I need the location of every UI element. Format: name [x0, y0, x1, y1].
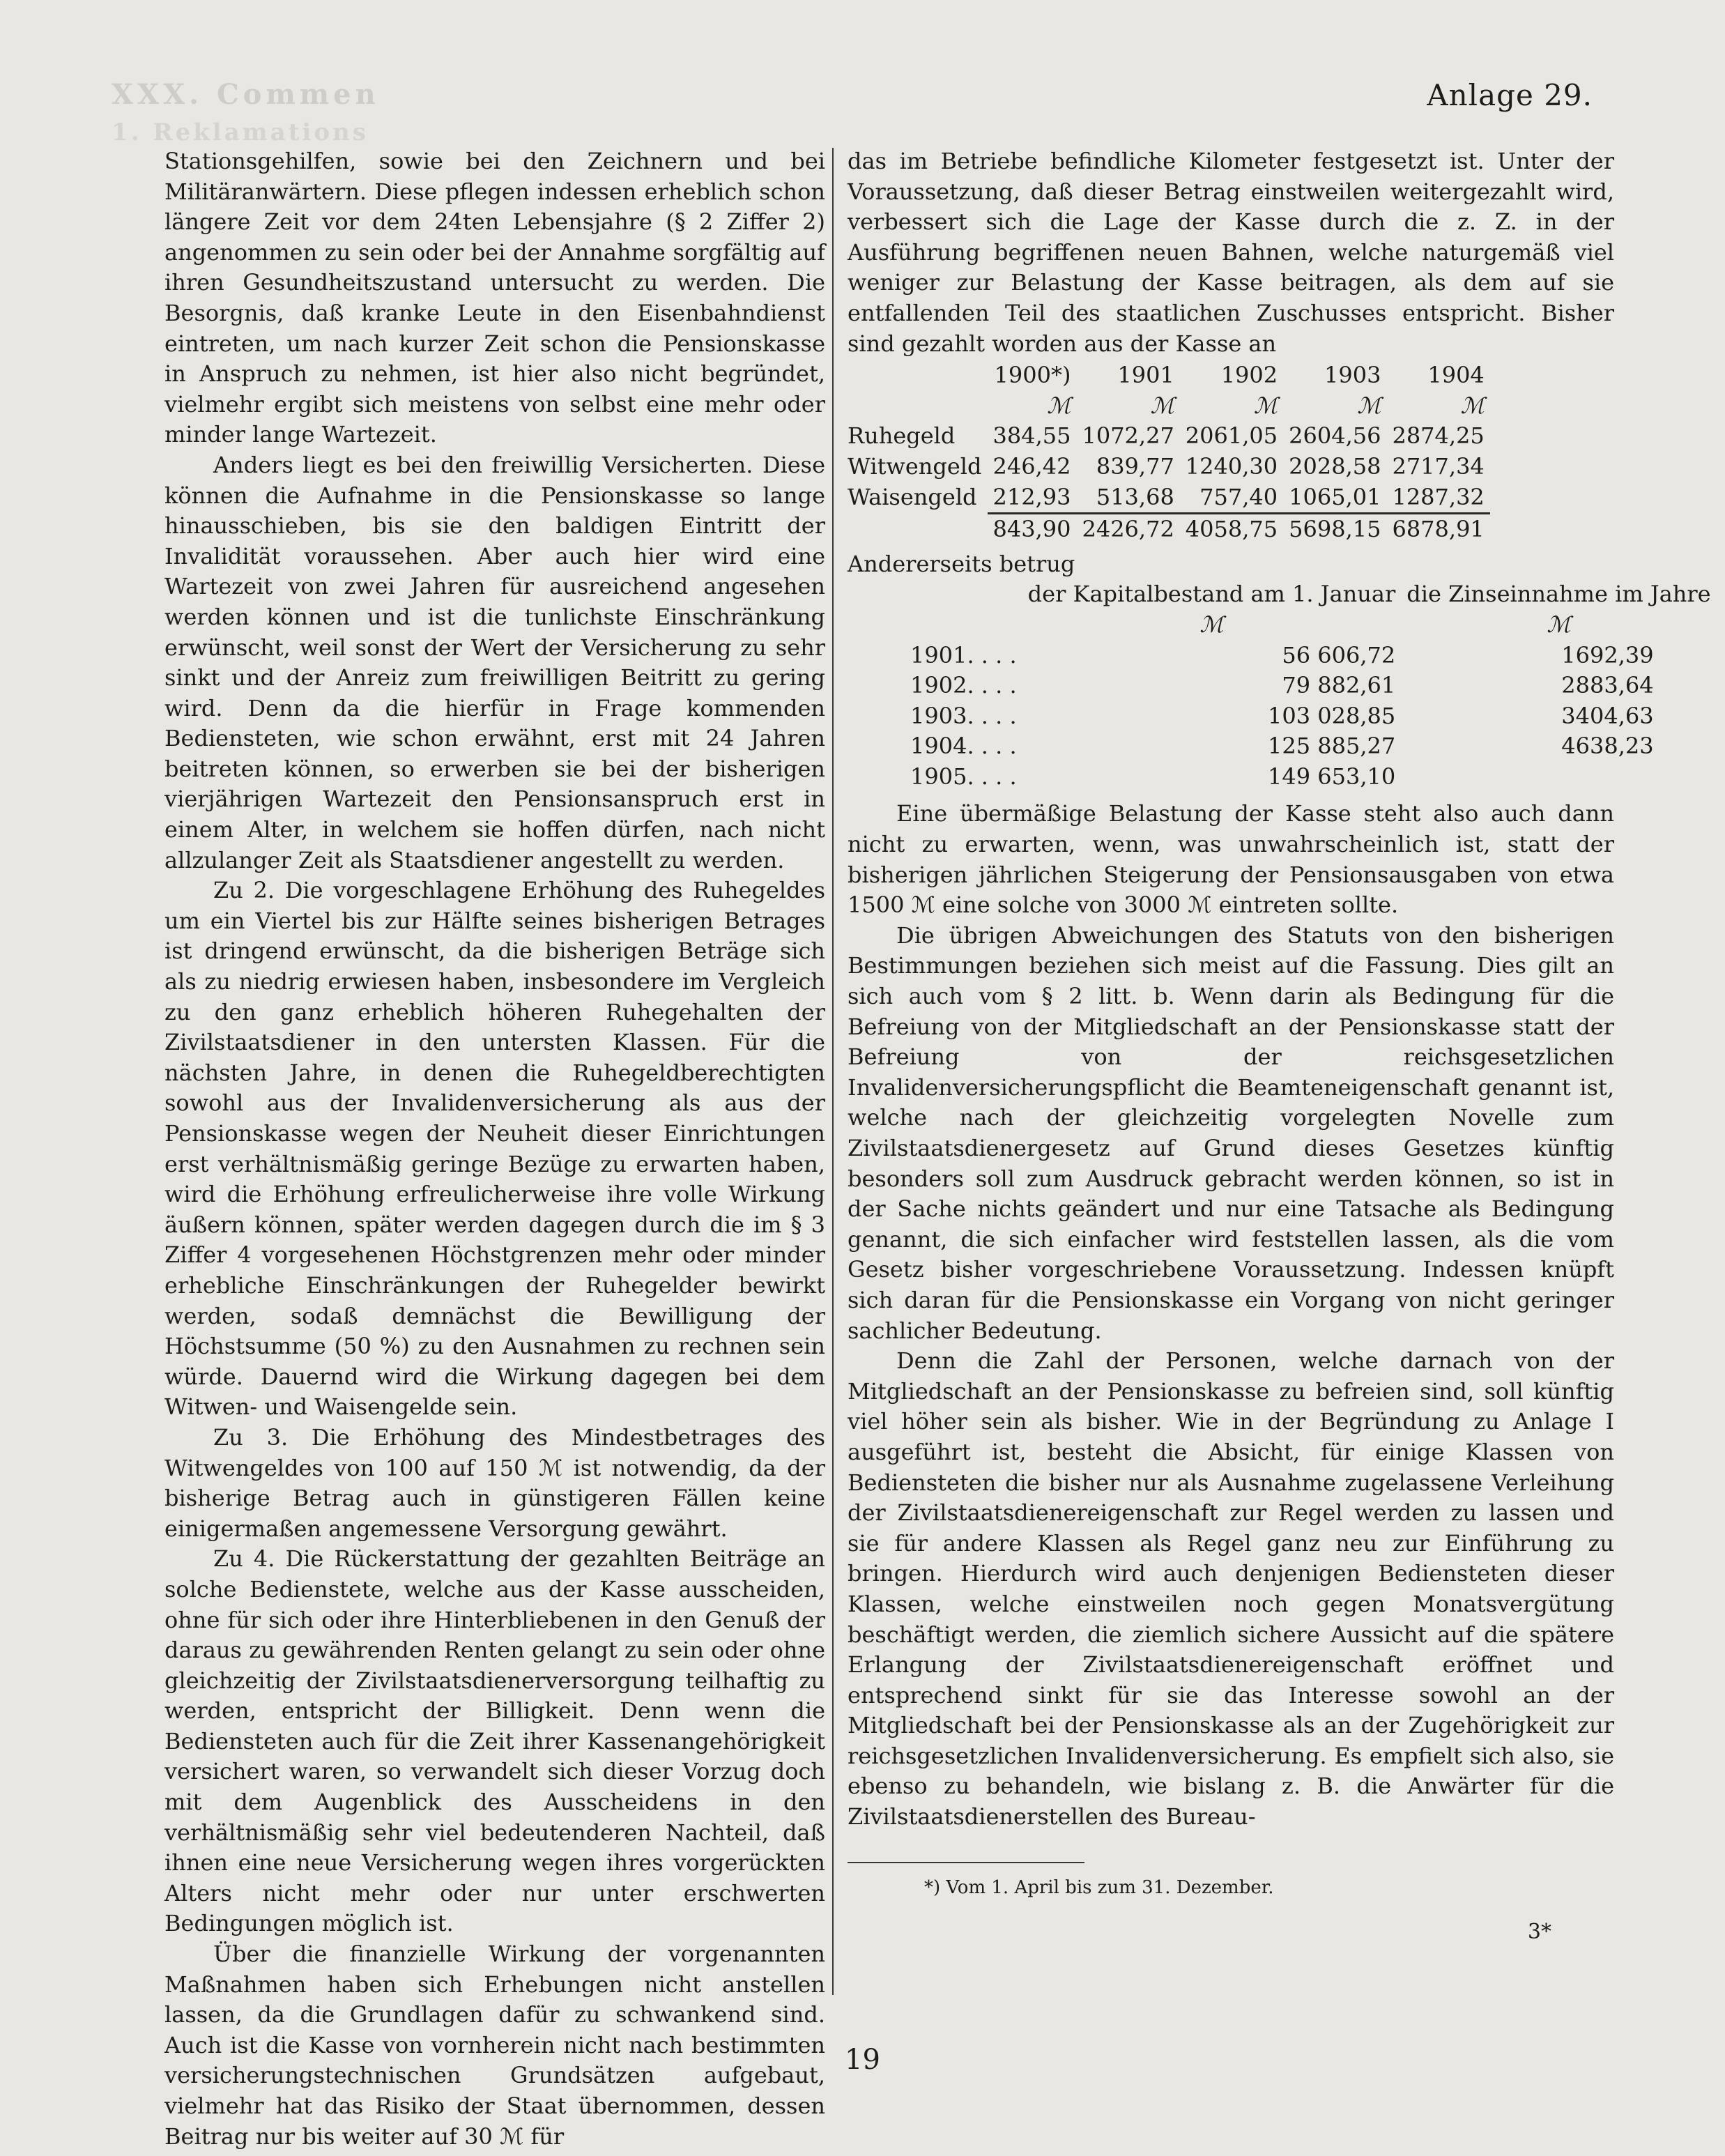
table-row: [848, 731, 1717, 762]
table-row: [848, 762, 1717, 793]
column-header: die Zinseinnahme im Jahre: [1406, 581, 1711, 608]
table-header-row: [848, 360, 1490, 391]
unit-mark: ℳ: [1547, 611, 1571, 638]
interest-cell: 2883,64: [1561, 672, 1654, 699]
year-cell: 1901. . . .: [910, 641, 1017, 668]
capital-table: [848, 579, 1717, 792]
interest-cell: 3404,63: [1561, 702, 1654, 729]
table-cell: 839,77: [1096, 452, 1174, 480]
table-header-row: [848, 579, 1717, 610]
unit-mark: ℳ: [1150, 392, 1174, 419]
paragraph: das im Betriebe befindliche Kilometer festgesetzt ist. Unter der Voraussetzung, daß dieser Betrag einstweilen weitergezahlt wird, verbessert sich die Lage der Kasse durch die z. Z. in der Ausführung begriffenen neuen Bahnen, welche naturgemäß viel weniger zur Belastung der Kasse beitragen, als dem auf sie entfallenden Teil des staatlichen Zuschusses entspricht. Bisher sind gezahlt worden aus der Kasse an: [848, 148, 1614, 357]
table-cell: 246,42: [992, 452, 1071, 480]
unit-row: [848, 391, 1490, 422]
interest-cell: 4638,23: [1561, 733, 1654, 760]
unit-mark: ℳ: [1460, 392, 1485, 419]
table-row: [848, 421, 1490, 452]
column-divider: [832, 148, 834, 1995]
page-number: 19: [845, 2044, 880, 2076]
table-cell: 2874,25: [1392, 422, 1485, 450]
year-cell: 1903. . . .: [910, 702, 1017, 729]
paragraph: Zu 3. Die Erhöhung des Mindestbetrages des Witwengeldes von 100 auf 150 ℳ ist notwendig, da der bisherige Betrag auch in günstigeren Fällen keine einigermaßen angemessene Versorgung gewährt.: [164, 1423, 825, 1542]
table-cell: 1072,27: [1082, 422, 1174, 450]
year-cell: 1905. . . .: [910, 763, 1017, 790]
left-column: [164, 146, 825, 2152]
paragraph: Die übrigen Abweichungen des Statuts von den bisherigen Bestimmungen beziehen sich meist auf die Fassung. Dies gilt an sich auch vom § 2 litt. b. Wenn darin als Bedingung für die Befreiung von der Mitgliedschaft an der Pensionskasse statt der Befreiung von der reichsgesetzlichen Invalidenversicherungspflicht die Beamteneigenschaft genannt ist, welche nach der gleichzeitig vorgelegten Novelle zum Zivilstaatsdienergesetz auf Grund dieses Gesetzes künftig besonders soll zum Ausdruck gebracht werden können, so ist in der Sache nichts geändert und nur eine Tatsache als Bedingung genannt, die sich einfacher wird feststellen lassen, als die vom Gesetz bisher vorgeschriebene Voraussetzung. Indessen knüpft sich daran für die Pensionskasse ein Vorgang von nicht geringer sachlicher Bedeutung.: [848, 922, 1614, 1344]
total-cell: 4058,75: [1180, 514, 1283, 545]
table-intro: Andererseits betrug: [848, 550, 1075, 577]
interest-cell: [1401, 762, 1716, 793]
table-cell: 757,40: [1199, 483, 1278, 510]
column-header: 1900*): [994, 362, 1071, 389]
table-cell: 384,55: [992, 422, 1071, 450]
footnote-separator: [848, 1862, 1084, 1863]
right-column: [848, 146, 1711, 1948]
unit-mark: ℳ: [1047, 392, 1071, 419]
paragraph: Denn die Zahl der Personen, welche darnach von der Mitgliedschaft an der Pensionskasse zu befreien sind, soll künftig viel höher sein als bisher. Wie in der Begründung zu Anlage I ausgeführt ist, besteht die Absicht, für einige Klassen von Bediensteten die bisher nur als Ausnahme zugelassene Verleihung der Zivilstaatsdienereigenschaft zur Regel werden zu lassen und sie für andere Klassen als Regel ganz neu zur Einführung zu bringen. Hierdurch wird auch denjenigen Bediensteten dieser Klassen, welche einstweilen noch gegen Monatsvergütung beschäftigt werden, die ziemlich sichere Aussicht auf die spätere Erlangung der Zivilstaatsdienereigenschaft eröffnet und entsprechend sinkt für sie das Interesse sowohl an der Mitgliedschaft bei der Pensionskasse als an der Zugehörigkeit zur reichsgesetzlichen Invalidenversicherung. Es empfielt sich also, sie ebenso zu behandeln, wie bislang z. B. die Anwärter für die Zivilstaatsdienerstellen des Bureau-: [848, 1347, 1614, 1830]
column-header: 1904: [1427, 362, 1485, 389]
interest-cell: 1692,39: [1561, 641, 1654, 668]
capital-cell: 103 028,85: [1268, 702, 1396, 729]
unit-mark: ℳ: [1253, 392, 1278, 419]
table-row: [848, 482, 1490, 514]
year-cell: 1902. . . .: [910, 672, 1017, 699]
table-row: [848, 701, 1717, 732]
paragraph: Zu 2. Die vorgeschlagene Erhöhung des Ruhegeldes um ein Viertel bis zur Hälfte seines bisherigen Betrages ist dringend erwünscht, da die bisherigen Beträge sich als zu niedrig erwiesen haben, insbesondere im Vergleich zu den ganz erheblich höheren Ruhegehalten der Zivilstaatsdiener in den untersten Klassen. Für die nächsten Jahre, in denen die Ruhegeldberechtigten sowohl aus der Invalidenversicherung als aus der Pensionskasse wegen der Neuheit dieser Einrichtungen erst verhältnismäßig geringe Bezüge zu erwarten haben, wird die Erhöhung erfreulicherweise ihre volle Wirkung äußern können, später werden dagegen durch die im § 3 Ziffer 4 vorgesehenen Höchstgrenzen mehr oder minder erhebliche Einschränkungen der Ruhegelder bewirkt werden, sodaß demnächst die Bewilligung der Höchstsumme (50 %) zu den Ausnahmen zu rechnen sein würde. Dauernd wird die Wirkung dagegen bei dem Witwen- und Waisengelde sein.: [164, 877, 825, 1421]
total-cell: 843,90: [988, 514, 1077, 545]
unit-mark: ℳ: [1199, 611, 1224, 638]
total-cell: 5698,15: [1283, 514, 1386, 545]
capital-cell: 149 653,10: [1268, 763, 1396, 790]
unit-mark: ℳ: [1357, 392, 1381, 419]
unit-row: [848, 610, 1717, 641]
totals-row: [848, 514, 1490, 545]
paragraph: Anders liegt es bei den freiwillig Versicherten. Diese können die Aufnahme in die Pensionskasse so lange hinausschieben, bis sie den baldigen Eintritt der Invalidität voraussehen. Aber auch hier wird eine Wartezeit von zwei Jahren für ausreichend angesehen werden können und ist die tunlichste Einschränkung erwünscht, weil sonst der Wert der Versicherung zu sehr sinkt und der Anreiz zum freiwilligen Beitritt zu gering wird. Denn da die hierfür in Frage kommenden Bediensteten, wie schon erwähnt, erst mit 24 Jahren beitreten können, so erwerben sie bei der bisherigen vierjährigen Wartezeit den Pensionsanspruch erst in einem Alter, in welchem sie hoffen dürfen, nach nicht allzulanger Zeit als Staatsdiener angestellt zu werden.: [164, 451, 825, 873]
total-cell: 2426,72: [1076, 514, 1179, 545]
table-cell: 1065,01: [1289, 483, 1381, 510]
column-header: 1903: [1324, 362, 1381, 389]
table-cell: 2028,58: [1289, 452, 1381, 480]
table-cell: 1287,32: [1392, 483, 1485, 510]
capital-cell: 56 606,72: [1282, 641, 1396, 668]
payments-table: [848, 360, 1490, 545]
column-header: 1902: [1220, 362, 1278, 389]
paragraph: Zu 4. Die Rückerstattung der gezahlten Beiträge an solche Bedienstete, welche aus der Kasse ausscheiden, ohne für sich oder ihre Hinterbliebenen in den Genuß der daraus zu gewährenden Renten gelangt zu sein oder ohne gleichzeitig der Zivilstaatsdienerversorgung teilhaftig zu werden, entspricht der Billigkeit. Denn wenn die Bediensteten auch für die Zeit ihrer Kassenangehörigkeit versichert waren, so verwandelt sich dieser Vorzug doch mit dem Augenblick des Ausscheidens in den verhältnismäßig sehr viel bedeutenderen Nachteil, daß ihnen eine neue Versicherung wegen ihres vorgerückten Alters nicht mehr oder nur unter erschwerten Bedingungen möglich ist.: [164, 1545, 825, 1937]
bleed-through-header: XXX. Commen: [112, 78, 380, 111]
column-header: 1901: [1117, 362, 1174, 389]
total-cell: 6878,91: [1386, 514, 1489, 545]
table-cell: 1240,30: [1185, 452, 1278, 480]
table-cell: 2717,34: [1392, 452, 1485, 480]
table-cell: 2061,05: [1185, 422, 1278, 450]
annex-label: Anlage 29.: [1427, 78, 1593, 112]
row-label: Witwengeld: [848, 452, 982, 480]
capital-cell: 125 885,27: [1268, 733, 1396, 760]
paragraph: Über die finanzielle Wirkung der vorgenannten Maßnahmen haben sich Erhebungen nicht anstellen lassen, da die Grundlagen dafür zu schwankend sind. Auch ist die Kasse von vornherein nicht nach bestimmten versicherungstechnischen Grundsätzen aufgebaut, vielmehr hat das Risiko der Staat übernommen, dessen Beitrag nur bis weiter auf 30 ℳ für: [164, 1941, 825, 2150]
year-cell: 1904. . . .: [910, 733, 1017, 760]
paragraph: Stationsgehilfen, sowie bei den Zeichnern und bei Militäranwärtern. Diese pflegen indessen erheblich schon längere Zeit vor dem 24ten Lebensjahre (§ 2 Ziffer 2) angenommen zu sein oder bei der Annahme sorgfältig auf ihren Gesundheitszustand untersucht zu werden. Die Besorgnis, daß kranke Leute in den Eisenbahndienst eintreten, um nach kurzer Zeit schon die Pensionskasse in Anspruch zu nehmen, ist hier also nicht begründet, vielmehr ergibt sich meistens von selbst eine mehr oder minder lange Wartezeit.: [164, 148, 825, 448]
row-label: Ruhegeld: [848, 422, 956, 450]
table-row: [848, 671, 1717, 701]
table-cell: 513,68: [1096, 483, 1174, 510]
table-row: [848, 452, 1490, 482]
signature-mark: 3*: [1527, 1920, 1551, 1945]
table-row: [848, 641, 1717, 671]
column-header: der Kapitalbestand am 1. Januar: [1027, 581, 1396, 608]
paragraph: Eine übermäßige Belastung der Kasse steht also auch dann nicht zu erwarten, wenn, was unwahrscheinlich ist, statt der bisherigen jährlichen Steigerung der Pensionsausgaben von etwa 1500 ℳ eine solche von 3000 ℳ eintreten sollte.: [848, 800, 1614, 919]
footnote: *) Vom 1. April bis zum 31. Dezember.: [924, 1876, 1274, 1898]
table-cell: 2604,56: [1289, 422, 1381, 450]
bleed-through-subheader: 1. Reklamations: [112, 118, 369, 146]
capital-cell: 79 882,61: [1282, 672, 1396, 699]
table-cell: 212,93: [992, 483, 1071, 510]
row-label: Waisengeld: [848, 484, 977, 511]
